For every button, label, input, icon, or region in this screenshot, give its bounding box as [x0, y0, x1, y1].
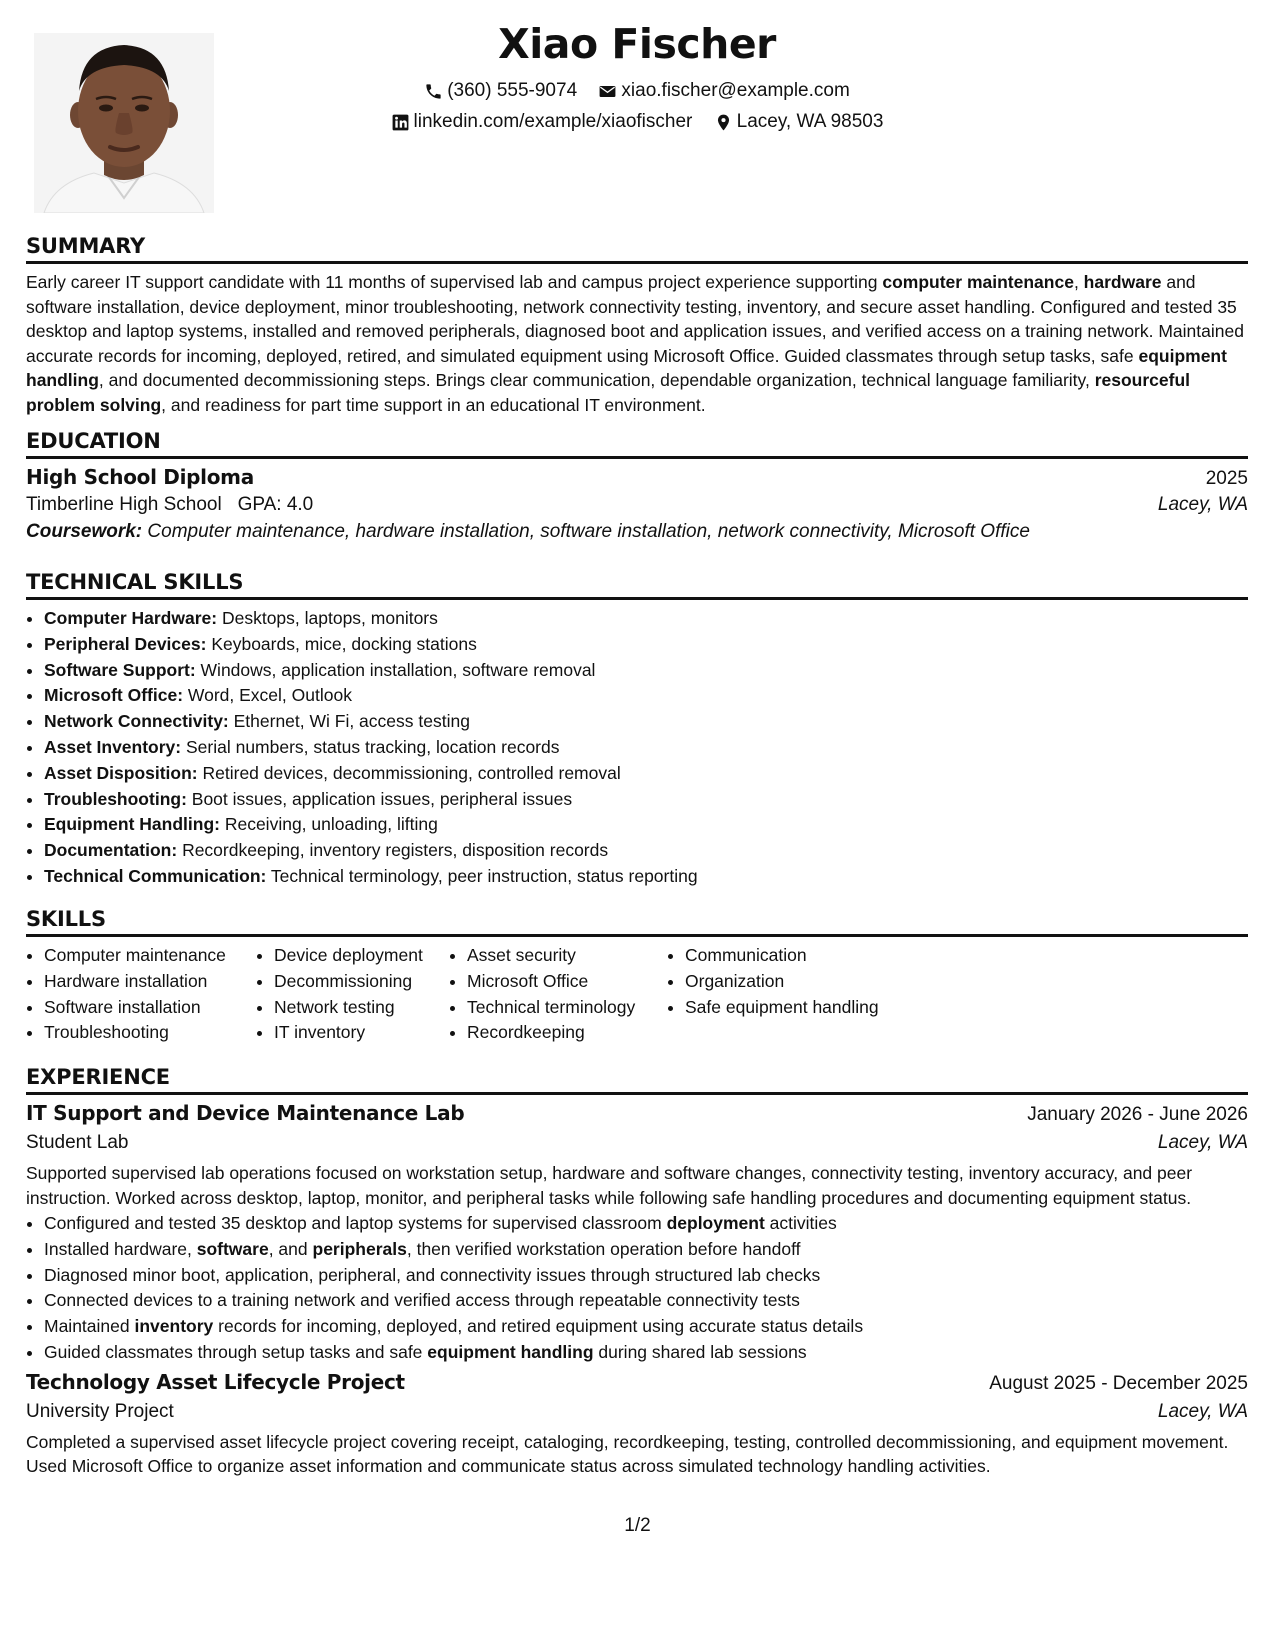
page-number: 1/2: [624, 1515, 651, 1536]
coursework-line: [26, 521, 1248, 543]
skill-values: Windows, application installation, software removal: [195, 659, 596, 680]
text-run: activities: [764, 1213, 837, 1233]
skills-heading: SKILLS: [26, 907, 1248, 937]
skills-column-list: [667, 943, 907, 1020]
technical-skill-item: [44, 658, 1248, 684]
skill-category: Asset Inventory:: [44, 736, 182, 757]
job-bullet: [44, 1340, 1248, 1366]
job-bullet: [44, 1211, 1248, 1237]
text-run: Early career IT support candidate with 11 months of supervised lab and campus project experience supporting: [26, 272, 883, 292]
contact-line-1: [26, 80, 1248, 107]
bold-text: hardware: [1083, 272, 1162, 292]
school-name: Timberline High School: [26, 494, 222, 515]
email-contact[interactable]: [598, 80, 849, 102]
degree-name: High School Diploma: [26, 465, 254, 489]
skill-item: • Decommissioning: [274, 969, 449, 995]
text-run: , then verified workstation operation before handoff: [406, 1238, 801, 1259]
skills-column-list: [256, 943, 449, 1046]
coursework-text: Computer maintenance, hardware installation, software installation, network connectivity, Microsoft Office: [147, 521, 1030, 542]
text-run: Guided classmates through setup tasks and safe: [44, 1341, 428, 1362]
skill-category: Peripheral Devices:: [44, 633, 207, 654]
skill-values: Ethernet, Wi Fi, access testing: [228, 711, 470, 732]
skills-column: [667, 943, 907, 1046]
gpa: GPA: 4.0: [237, 494, 314, 515]
skill-item: • Computer maintenance: [44, 943, 256, 969]
skill-item: • Troubleshooting: [44, 1020, 256, 1046]
job-title: IT Support and Device Maintenance Lab: [26, 1101, 465, 1125]
job-org-row: [26, 1132, 1248, 1154]
job-org: Student Lab: [26, 1132, 129, 1153]
skills-column-list: [26, 943, 256, 1046]
skill-values: Technical terminology, peer instruction, status reporting: [266, 865, 698, 886]
job-description: Completed a supervised asset lifecycle project covering receipt, cataloging, recordkeeping, testing, controlled decommissioning, and equipment movement. Used Microsoft Office to organize asset information and communicate status across simulated technology handling activities.: [26, 1431, 1229, 1477]
skill-item: • Asset security: [467, 943, 667, 969]
technical-skill-item: [44, 864, 1248, 890]
text-run: , and: [268, 1238, 313, 1259]
skill-item: • Technical terminology: [467, 995, 667, 1021]
bold-text: equipment handling: [427, 1341, 594, 1362]
job-header-row: [26, 1370, 1248, 1395]
skill-item: • Network testing: [274, 995, 449, 1021]
experience-section: [26, 1065, 1248, 1479]
experience-heading: EXPERIENCE: [26, 1065, 1248, 1095]
skill-values: Word, Excel, Outlook: [183, 685, 352, 706]
summary-text: [26, 270, 1248, 417]
skill-values: Recordkeeping, inventory registers, disposition records: [177, 840, 609, 861]
technical-skill-item: [44, 632, 1248, 658]
text-run: Installed hardware,: [44, 1238, 197, 1259]
job-bullet: [44, 1314, 1248, 1340]
phone-contact[interactable]: [424, 80, 577, 102]
job-bullet: [44, 1288, 1248, 1314]
skills-column: [256, 943, 449, 1046]
skill-values: Serial numbers, status tracking, location records: [181, 736, 560, 757]
skills-column: [26, 943, 256, 1046]
graduation-year: 2025: [1205, 468, 1248, 489]
phone-icon: [424, 82, 443, 101]
phone-text: (360) 555-9074: [447, 80, 578, 101]
education-row-1: [26, 465, 1248, 490]
skill-item: • Communication: [685, 943, 907, 969]
bold-text: peripherals: [312, 1238, 407, 1259]
technical-skill-item: [44, 709, 1248, 735]
job-location: Lacey, WA: [1157, 1400, 1248, 1422]
skills-column-list: [449, 943, 667, 1046]
technical-skill-item: [44, 812, 1248, 838]
technical-skill-item: [44, 761, 1248, 787]
skill-values: Receiving, unloading, lifting: [219, 814, 438, 835]
skill-values: Keyboards, mice, docking stations: [206, 633, 477, 654]
job-description: Supported supervised lab operations focused on workstation setup, hardware and software changes, connectivity testing, inventory accuracy, and peer instruction. Worked across desktop, laptop, monitor, and peripheral tasks while following safe handling procedures and documenting equipment status.: [26, 1163, 1193, 1208]
job-dates: January 2026 - June 2026: [1027, 1104, 1248, 1125]
candidate-name: Xiao Fischer: [498, 20, 776, 68]
skill-item: • Recordkeeping: [467, 1020, 667, 1046]
education-heading: EDUCATION: [26, 429, 1248, 459]
skill-category: Microsoft Office:: [44, 685, 184, 706]
skill-item: • Organization: [685, 969, 907, 995]
bold-text: equipment handling: [26, 345, 1227, 390]
summary-heading: SUMMARY: [26, 234, 1248, 264]
text-run: , and readiness for part time support in an educational IT environment.: [161, 394, 706, 415]
skill-category: Troubleshooting:: [44, 788, 187, 809]
job-bullets: [26, 1211, 1248, 1366]
technical-skill-item: [44, 838, 1248, 864]
job-bullet: [44, 1263, 1248, 1289]
technical-skill-item: [44, 787, 1248, 813]
skill-values: Desktops, laptops, monitors: [217, 608, 438, 628]
envelope-icon: [598, 82, 617, 101]
technical-skill-item: [44, 735, 1248, 761]
text-run: during shared lab sessions: [593, 1341, 807, 1362]
skill-item: • Microsoft Office: [467, 969, 667, 995]
job-org: University Project: [26, 1400, 174, 1422]
skill-category: Technical Communication:: [44, 865, 267, 886]
coursework-label: Coursework:: [26, 521, 143, 542]
skills-column: [449, 943, 667, 1046]
school-line: [26, 494, 313, 516]
skill-category: Asset Disposition:: [44, 762, 198, 783]
contact-line-2: [26, 111, 1248, 138]
text-run: Connected devices to a training network and verified access through repeatable connectivity tests: [44, 1290, 800, 1311]
technical-skill-item: [44, 606, 1248, 632]
location-contact: [714, 111, 884, 133]
job-title: Technology Asset Lifecycle Project: [26, 1369, 405, 1394]
technical-skills-section: [26, 570, 1248, 890]
summary-section: [26, 234, 1248, 417]
school-location: Lacey, WA: [1157, 494, 1248, 515]
skill-item: • Software installation: [44, 995, 256, 1021]
skill-values: Boot issues, application issues, peripheral issues: [186, 788, 573, 809]
map-pin-icon: [714, 113, 733, 132]
bold-text: software: [196, 1238, 269, 1259]
bold-text: deployment: [666, 1213, 765, 1233]
skill-category: Software Support:: [44, 659, 196, 680]
text-run: records for incoming, deployed, and retired equipment using accurate status details: [213, 1316, 864, 1337]
technical-skill-item: [44, 683, 1248, 709]
job-entry: [26, 1370, 1248, 1479]
job-entry: [26, 1101, 1248, 1366]
job-bullet: [44, 1237, 1248, 1263]
resume-page: [26, 0, 1248, 1477]
linkedin-icon: [391, 113, 410, 132]
linkedin-text: linkedin.com/example/xiaofischer: [413, 111, 693, 132]
skills-grid: [26, 943, 1248, 1046]
technical-skills-list: [26, 606, 1248, 890]
job-location: Lacey, WA: [1157, 1132, 1248, 1153]
text-run: Configured and tested 35 desktop and laptop systems for supervised classroom: [44, 1213, 667, 1233]
text-run: , and documented decommissioning steps. Brings clear communication, dependable organization, technical language familiarity,: [98, 370, 1095, 390]
technical-skills-heading: TECHNICAL SKILLS: [26, 570, 1248, 600]
text-run: ,: [1073, 272, 1084, 292]
education-row-2: [26, 494, 1248, 516]
skill-item: • Safe equipment handling: [685, 995, 907, 1021]
text-run: and software installation, device deployment, minor troubleshooting, network connectivity testing, inventory, and secure asset handling. Configured and tested 35 desktop and laptop systems, installed and removed peripherals, diagnosed boot and application issues, and verified access on a training network. Maintained accurate records for incoming, deployed, retired, and simulated equipment using Microsoft Office. Guided classmates through setup tasks, safe: [26, 272, 1244, 366]
skill-category: Equipment Handling:: [44, 814, 220, 835]
skill-item: • Hardware installation: [44, 969, 256, 995]
resume-header: [26, 0, 1248, 228]
job-dates: August 2025 - December 2025: [989, 1372, 1248, 1394]
bold-text: inventory: [134, 1316, 214, 1337]
skill-item: • Device deployment: [274, 943, 449, 969]
text-run: Maintained: [44, 1316, 135, 1337]
education-section: [26, 429, 1248, 543]
linkedin-contact[interactable]: [391, 111, 693, 133]
email-text: xiao.fischer@example.com: [621, 80, 850, 101]
location-text: Lacey, WA 98503: [736, 111, 884, 132]
job-org-row: [26, 1401, 1248, 1423]
skill-category: Computer Hardware:: [44, 608, 218, 628]
bold-text: resourceful problem solving: [26, 370, 1191, 415]
job-header-row: [26, 1101, 1248, 1126]
skills-section: [26, 907, 1248, 1046]
skill-values: Retired devices, decommissioning, controlled removal: [197, 762, 621, 783]
skill-item: • IT inventory: [274, 1020, 449, 1046]
skill-category: Network Connectivity:: [44, 711, 229, 732]
skill-category: Documentation:: [44, 840, 178, 861]
bold-text: computer maintenance: [882, 272, 1074, 292]
text-run: Diagnosed minor boot, application, peripheral, and connectivity issues through structured lab checks: [44, 1264, 821, 1285]
